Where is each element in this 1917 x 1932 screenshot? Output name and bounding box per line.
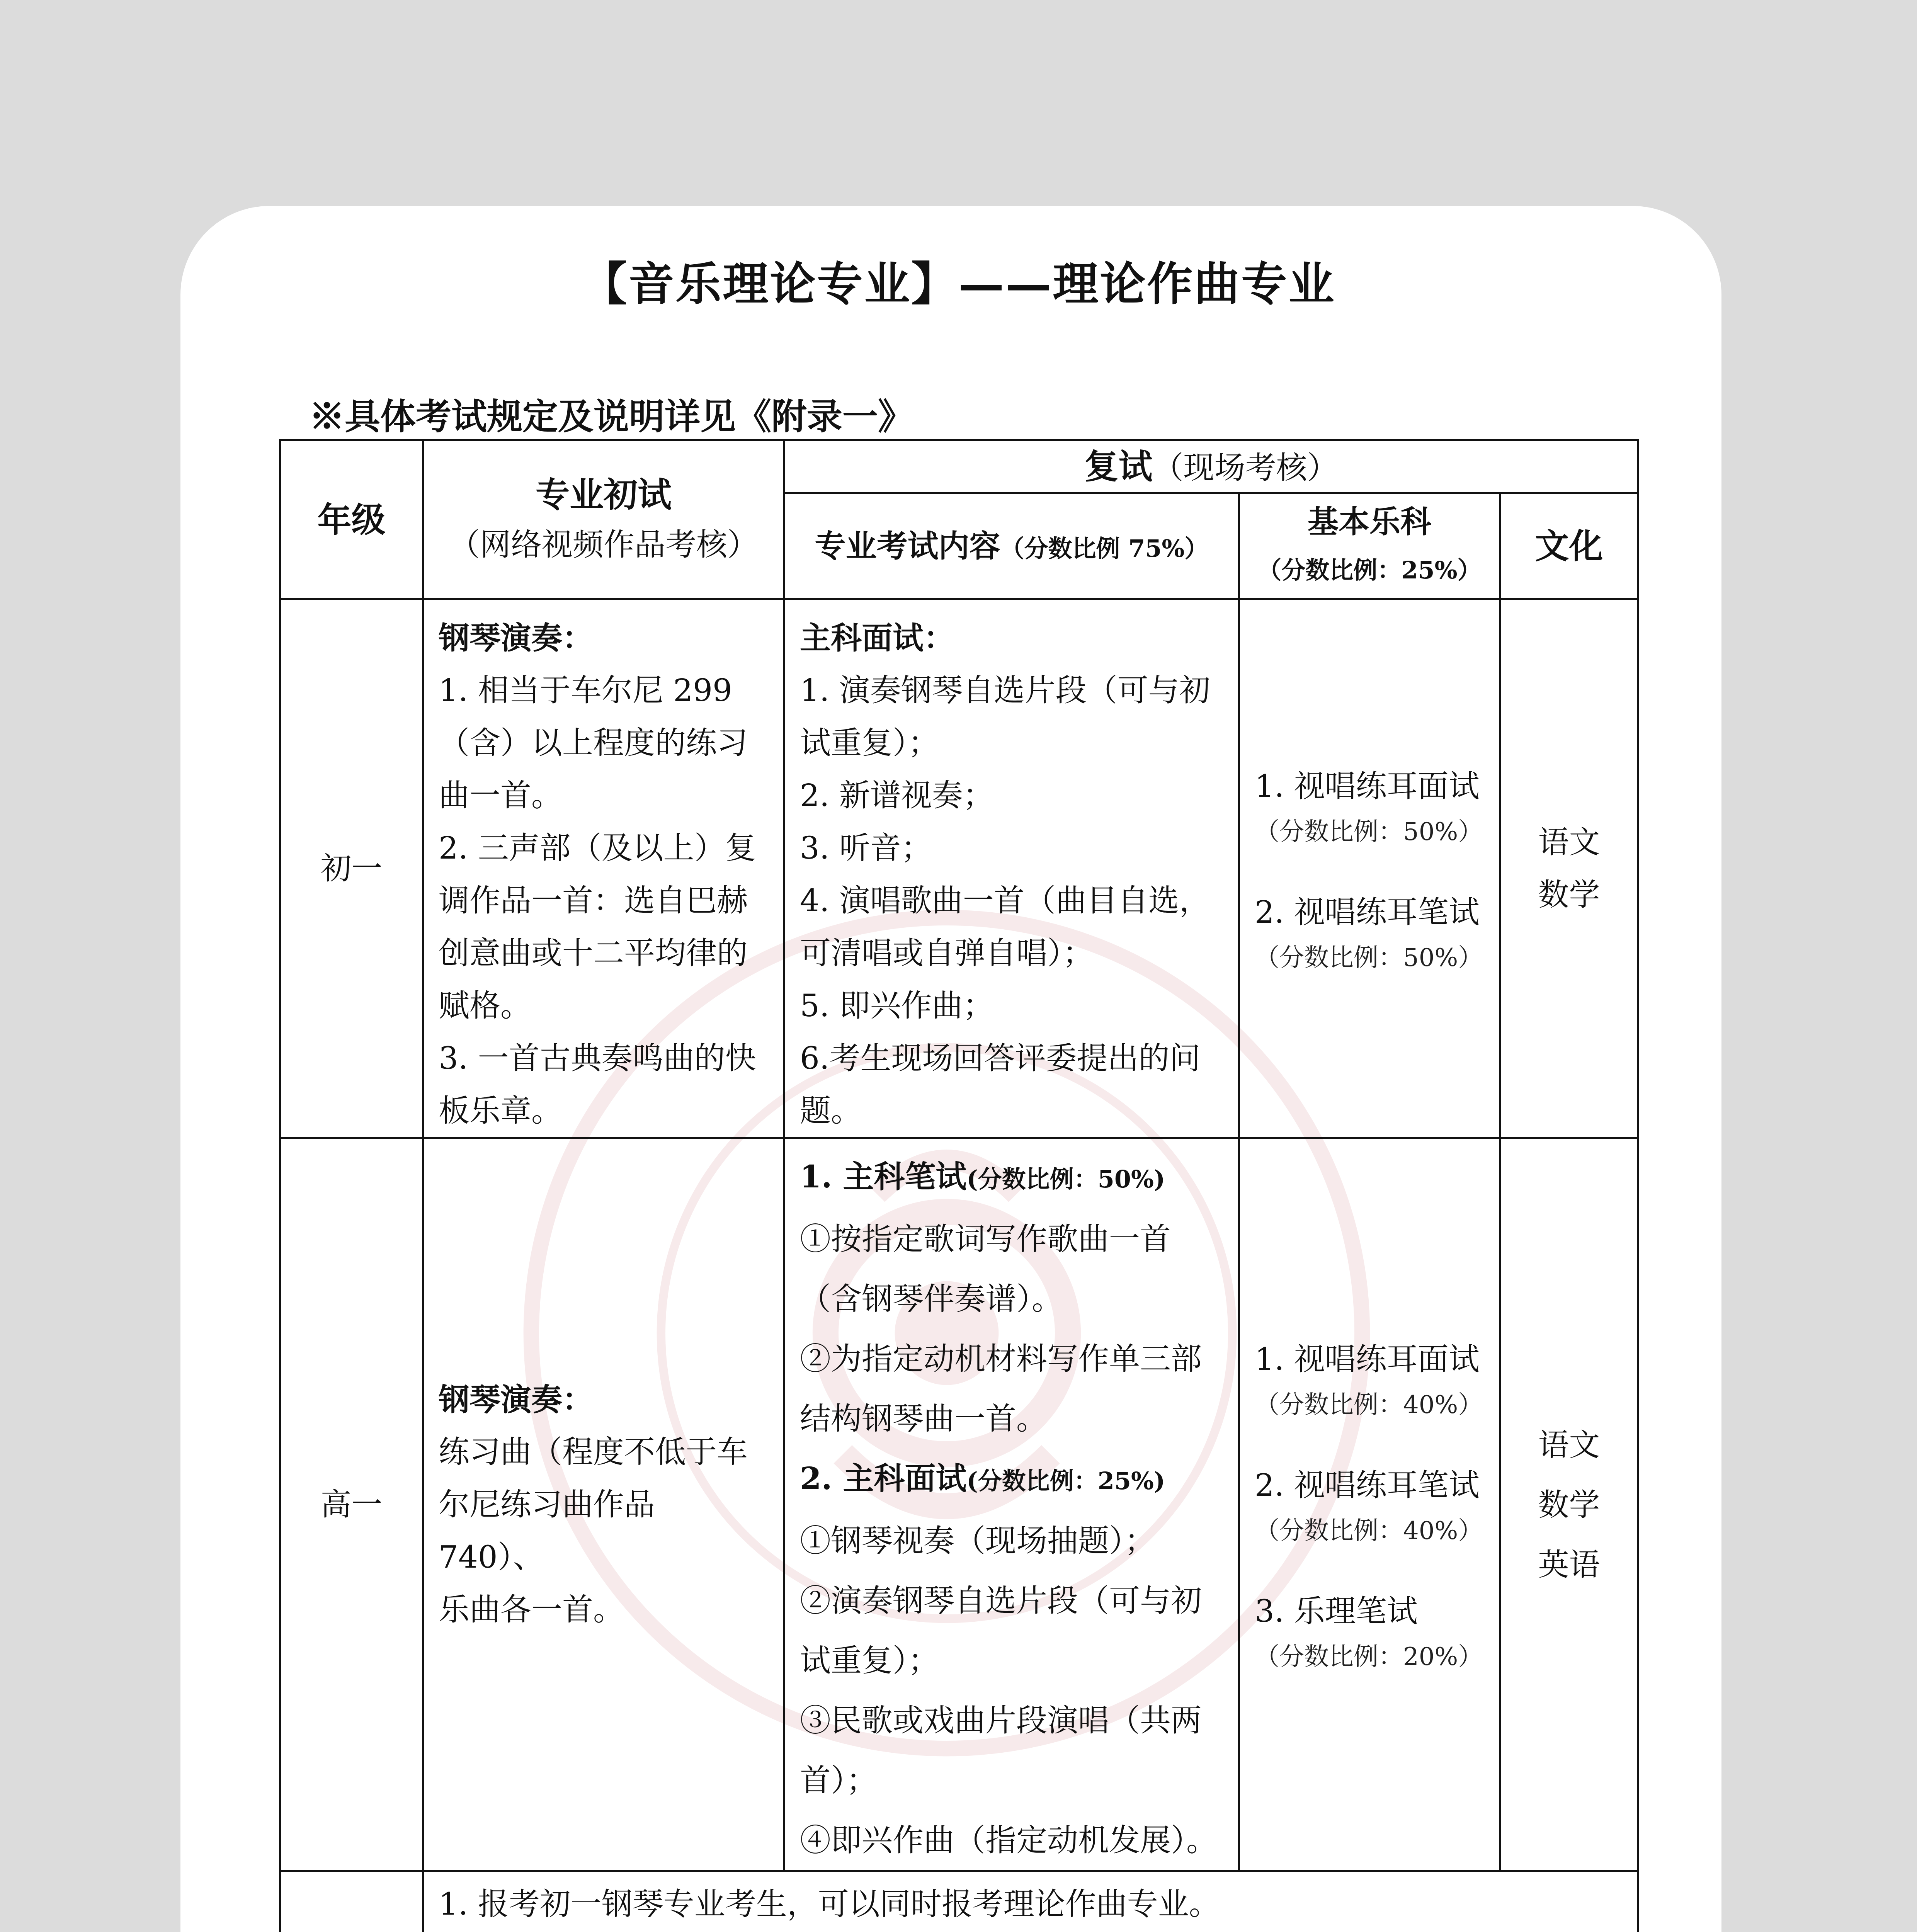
prelim-cell [423,599,784,1138]
header-prelim [423,440,784,599]
prelim-heading: 钢琴演奏： [439,1381,593,1418]
major-line: ②为指定动机材料写作单三部 [800,1341,1202,1377]
culture-subject: 数学 [1538,877,1600,913]
basic-item-ratio: （分数比例：40%） [1255,1517,1483,1545]
major-line: 4. 演唱歌曲一首（曲目自选， [800,883,1210,918]
exam-table [279,439,1639,1932]
major-subheading-ratio: (分数比例：25%) [966,1467,1165,1495]
basic-item-ratio: （分数比例：50%） [1255,818,1483,846]
prelim-line: 3. 一首古典奏鸣曲的快 [439,1040,756,1076]
header-prelim-sub: （网络视频作品考核） [449,526,758,563]
major-line: 6.考生现场回答评委提出的问 [800,1040,1201,1076]
major-subheading-title: 1. 主科笔试 [800,1158,967,1195]
major-subheading [800,1147,1223,1209]
header-grade: 年级 [280,440,423,599]
major-line: 试重复）； [800,725,939,761]
header-basic [1239,493,1500,599]
header-prelim-title: 专业初试 [535,474,672,515]
prelim-line: 创意曲或十二平均律的 [439,935,748,971]
basic-item-name: 1. 视唱练耳面试 [1255,768,1480,804]
basic-item-name: 3. 乐理笔试 [1255,1593,1418,1629]
prelim-line: 板乐章。 [439,1093,562,1129]
prelim-line: 2. 三声部（及以上）复 [439,830,756,866]
header-basic-title: 基本乐科 [1308,503,1431,540]
page-title: 【音乐理论专业】——理论作曲专业 [581,257,1336,311]
major-subheading [800,1449,1223,1511]
major-line: 首）； [800,1762,877,1798]
header-major-title: 专业考试内容 [815,527,1000,564]
basic-item-ratio: （分数比例：40%） [1255,1391,1483,1419]
major-cell [784,1138,1239,1871]
remark-line: 1. 报考初一钢琴专业考生，可以同时报考理论作曲专业。 [439,1886,1220,1922]
major-line: 题。 [800,1093,862,1129]
remarks-label [280,1871,423,1932]
major-line: ①钢琴视奏（现场抽题）； [800,1523,1155,1559]
prelim-line: 尔尼练习曲作品 740）、 [439,1486,655,1575]
basic-cell [1239,599,1500,1138]
header-basic-ratio: （分数比例：25%） [1257,556,1482,584]
culture-cell [1500,1138,1638,1871]
grade-cell: 高一 [280,1138,423,1871]
prelim-heading: 钢琴演奏： [439,620,593,656]
prelim-line: 曲一首。 [439,777,562,813]
prelim-line: 乐曲各一首。 [439,1592,624,1628]
header-retest-title: 复试 [1084,446,1153,486]
table-row-grade10 [280,1138,1638,1871]
basic-item-name: 1. 视唱练耳面试 [1255,1341,1480,1377]
major-heading: 主科面试： [800,620,954,656]
culture-subject: 数学 [1538,1486,1600,1523]
prelim-line: 赋格。 [439,988,531,1024]
header-major [784,493,1239,599]
major-line: ④即兴作曲（指定动机发展）。 [800,1822,1217,1858]
prelim-line: 调作品一首：选自巴赫 [439,883,748,918]
header-row-1 [280,440,1638,493]
major-line: ③民歌或戏曲片段演唱（共两 [800,1702,1202,1738]
basic-item-name: 2. 视唱练耳笔试 [1255,894,1480,930]
culture-cell [1500,599,1638,1138]
major-line: ①按指定歌词写作歌曲一首 [800,1221,1171,1257]
remarks-cell [423,1871,1638,1932]
prelim-line: 练习曲（程度不低于车 [439,1434,748,1470]
basic-item-name: 2. 视唱练耳笔试 [1255,1467,1480,1503]
major-line: 试重复）； [800,1643,939,1679]
header-culture: 文化 [1500,493,1638,599]
grade-cell: 初一 [280,599,423,1138]
culture-subject: 英语 [1538,1546,1600,1583]
major-line: 结构钢琴曲一首。 [800,1401,1047,1437]
prelim-line: 1. 相当于车尔尼 299 [439,672,732,708]
header-retest-sub: （现场考核） [1152,450,1338,486]
major-line: 可清唱或自弹自唱）； [800,935,1094,971]
prelim-cell [423,1138,784,1871]
culture-subject: 语文 [1538,824,1600,860]
basic-cell [1239,1138,1500,1871]
major-line: 2. 新谱视奏； [800,777,994,813]
culture-subject: 语文 [1538,1427,1600,1463]
major-line: 3. 听音； [800,830,932,866]
major-line: 1. 演奏钢琴自选片段（可与初 [800,672,1210,708]
basic-item-ratio: （分数比例：20%） [1255,1643,1483,1671]
appendix-note: ※具体考试规定及说明详见《附录一》 [309,396,914,437]
major-line: ②演奏钢琴自选片段（可与初 [800,1583,1202,1619]
major-cell [784,599,1239,1138]
table-row-grade7 [280,599,1638,1138]
prelim-line: （含）以上程度的练习 [439,725,748,761]
header-major-ratio: （分数比例 75%） [1000,534,1209,563]
major-subheading-title: 2. 主科面试 [800,1460,967,1497]
major-line: （含钢琴伴奏谱）。 [800,1281,1063,1317]
major-line: 5. 即兴作曲； [800,988,994,1024]
basic-item-ratio: （分数比例：50%） [1255,944,1483,972]
header-retest [784,440,1638,493]
major-subheading-ratio: (分数比例：50%) [966,1165,1165,1193]
table-row-remarks [280,1871,1638,1932]
